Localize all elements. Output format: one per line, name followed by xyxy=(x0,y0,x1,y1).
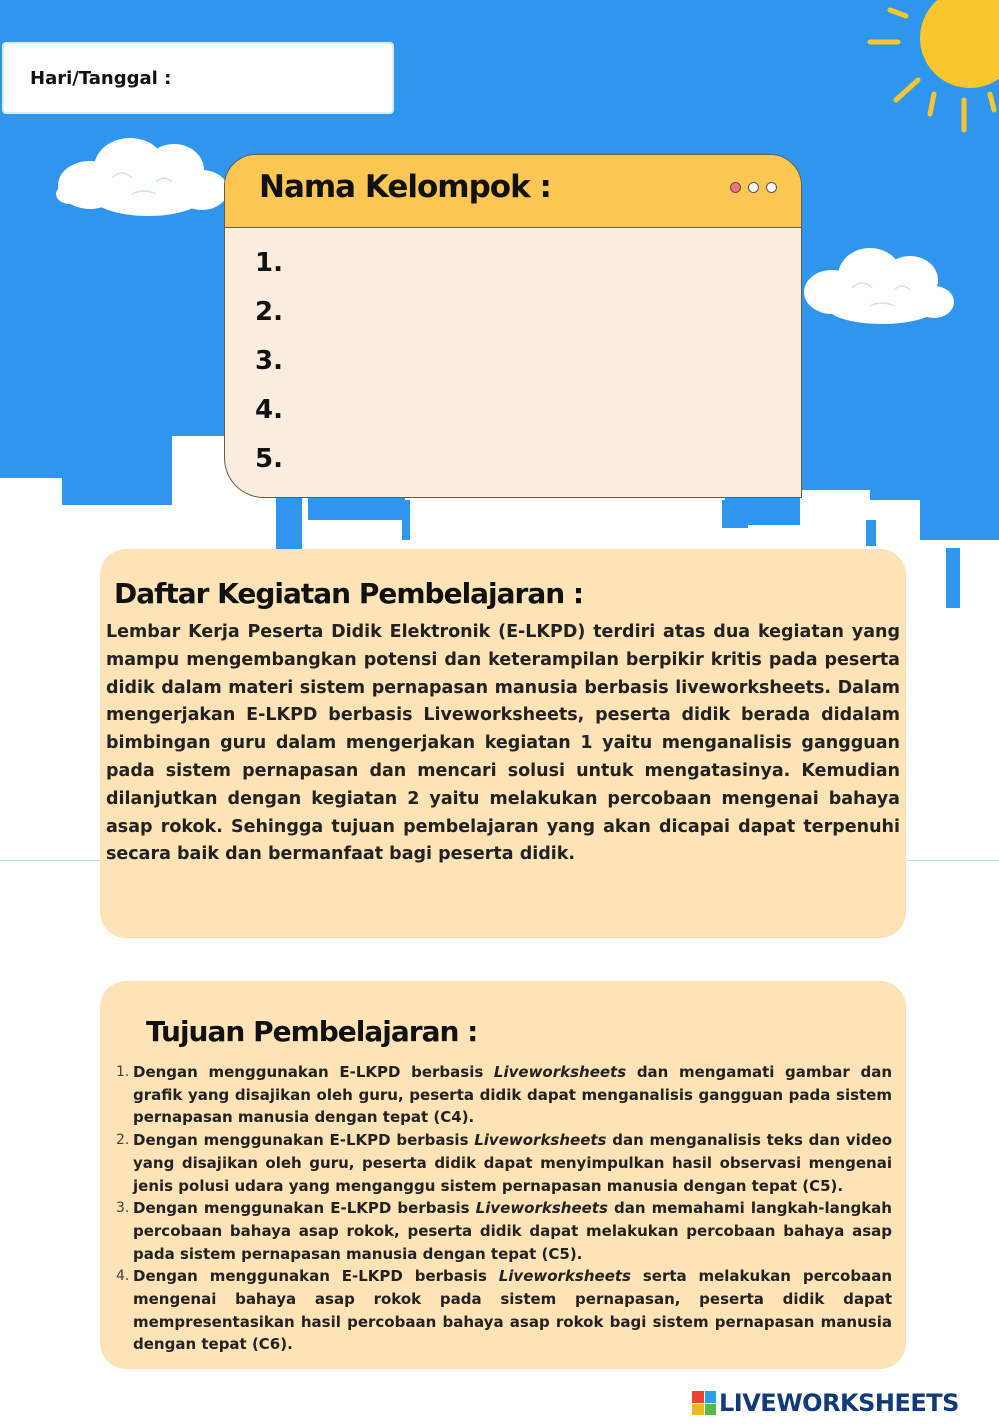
objective-number: 4. xyxy=(116,1268,130,1285)
group-name-card xyxy=(224,154,802,498)
objective-text: Dengan menggunakan E-LKPD berbasis Liveworksheets dan memahami langkah-langkah percobaan bahaya asap rokok, peserta didik dapat melakukan percobaan bahaya asap pada sistem pernapasan manusia dengan tepat (C5). xyxy=(133,1199,892,1263)
group-member-item[interactable]: 1. xyxy=(255,248,283,278)
activities-card xyxy=(100,549,906,938)
cloud-left-icon xyxy=(52,130,232,220)
objective-text: Dengan menggunakan E-LKPD berbasis Liveworksheets serta melakukan percobaan mengenai bahaya asap rokok pada sistem pernapasan, peserta didik dapat mempresentasikan hasil percobaan bahaya asap rokok bagi sistem pernapasan manusia dengan tepat (C6). xyxy=(133,1267,892,1354)
objective-number: 3. xyxy=(116,1200,130,1217)
objectives-card xyxy=(100,981,906,1369)
group-title: Nama Kelompok : xyxy=(259,169,551,205)
logo-square xyxy=(705,1391,717,1403)
objective-item xyxy=(116,1129,892,1197)
liveworksheets-logo-icon xyxy=(692,1391,716,1415)
sun-icon xyxy=(860,0,999,140)
cloud-right-icon xyxy=(800,240,955,330)
objective-number: 1. xyxy=(116,1064,130,1080)
dot-icon xyxy=(766,182,777,193)
objective-number: 2. xyxy=(116,1132,130,1149)
window-dots xyxy=(730,182,777,193)
date-label: Hari/Tanggal : xyxy=(30,68,172,89)
objective-item xyxy=(116,1265,892,1356)
dot-icon xyxy=(748,182,759,193)
logo-square xyxy=(705,1404,717,1416)
date-field[interactable] xyxy=(2,42,394,114)
dot-icon xyxy=(730,182,741,193)
logo-square xyxy=(692,1391,704,1403)
group-member-item[interactable]: 5. xyxy=(255,444,283,474)
objective-item xyxy=(116,1197,892,1265)
activities-title: Daftar Kegiatan Pembelajaran : xyxy=(114,577,584,610)
group-member-item[interactable]: 3. xyxy=(255,346,283,376)
logo-square xyxy=(692,1404,704,1416)
logo-text: LIVEWORKSHEETS xyxy=(719,1389,959,1417)
objective-text: Dengan menggunakan E-LKPD berbasis Liveworksheets dan mengamati gambar dan grafik yang disajikan oleh guru, peserta didik dapat menganalisis gangguan pada sistem pernapasan manusia dengan tepat (C4). xyxy=(133,1063,892,1127)
group-card-header xyxy=(225,155,801,228)
objectives-list xyxy=(116,1061,892,1356)
group-member-item[interactable]: 4. xyxy=(255,395,283,425)
objective-item xyxy=(116,1061,892,1129)
objective-text: Dengan menggunakan E-LKPD berbasis Liveworksheets dan menganalisis teks dan video yang disajikan oleh guru, peserta didik dapat menyimpulkan hasil observasi mengenai jenis polusi udara yang menganggu sistem pernapasan manusia dengan tepat (C5). xyxy=(133,1131,892,1195)
objectives-title: Tujuan Pembelajaran : xyxy=(146,1015,478,1048)
liveworksheets-logo[interactable] xyxy=(692,1388,959,1418)
activities-body: Lembar Kerja Peserta Didik Elektronik (E-LKPD) terdiri atas dua kegiatan yang mampu mengembangkan potensi dan keterampilan berpikir kritis pada peserta didik dalam materi sistem pernapasan manusia berbasis liveworksheets. Dalam mengerjakan E-LKPD berbasis Liveworksheets, peserta didik berada didalam bimbingan guru dalam mengerjakan kegiatan 1 yaitu menganalisis gangguan pada sistem pernapasan dan mencari solusi untuk mengatasinya. Kemudian dilanjutkan dengan kegiatan 2 yaitu melakukan percobaan mengenai bahaya asap rokok. Sehingga tujuan pembelajaran yang akan dicapai dapat terpenuhi secara baik dan bermanfaat bagi peserta didik. xyxy=(106,622,900,865)
group-member-list xyxy=(255,243,283,488)
group-member-item[interactable]: 2. xyxy=(255,297,283,327)
